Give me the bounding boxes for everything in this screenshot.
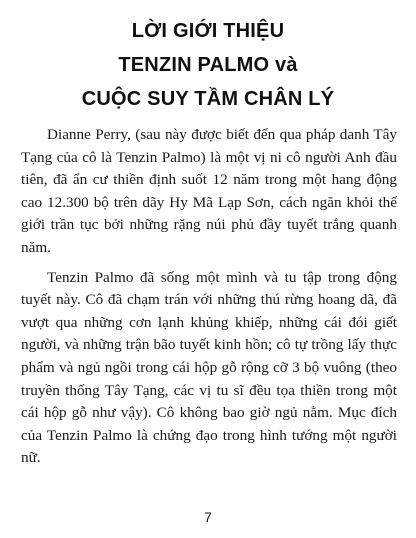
- heading-line-2: TENZIN PALMO và: [118, 54, 298, 76]
- chapter-heading: [0, 14, 416, 116]
- page-number: 7: [204, 509, 212, 525]
- heading-line-3: CUỘC SUY TẦM CHÂN LÝ: [81, 88, 335, 110]
- heading-line-1: LỜI GIỚI THIỆU: [131, 20, 285, 42]
- paragraph-1: Dianne Perry, (sau này được biết đến qua pháp danh Tây Tạng của cô là Tenzin Palmo) là một vị ni cô người Anh đầu tiên, đã ẩn cư thiền định suốt 12 năm trong một hang động cao 12.300 bộ trên dãy Hy Mã Lạp Sơn, cách ngăn khỏi thế giới trần tục bởi những rặng núi phủ đầy tuyết trắng quanh năm.: [21, 126, 397, 256]
- body-text: [21, 124, 397, 470]
- paragraph-2: Tenzin Palmo đã sống một mình và tu tập trong động tuyết này. Cô đã chạm trán với những thú rừng hoang dã, đã vượt qua những cơn lạnh khủng khiếp, những cái đói giết người, và những trận bão tuyết kinh hồn; cô tự trồng lấy thực phẩm và ngủ ngồi trong cái hộp gỗ rộng cỡ 3 bộ vuông (theo truyền thống Tây Tạng, các vị tu sĩ đều tọa thiền trong một cái hộp gỗ như vậy). Cô không bao giờ ngủ nằm. Mục đích của Tenzin Palmo là chứng đạo trong hình tướng một người nữ.: [21, 268, 397, 467]
